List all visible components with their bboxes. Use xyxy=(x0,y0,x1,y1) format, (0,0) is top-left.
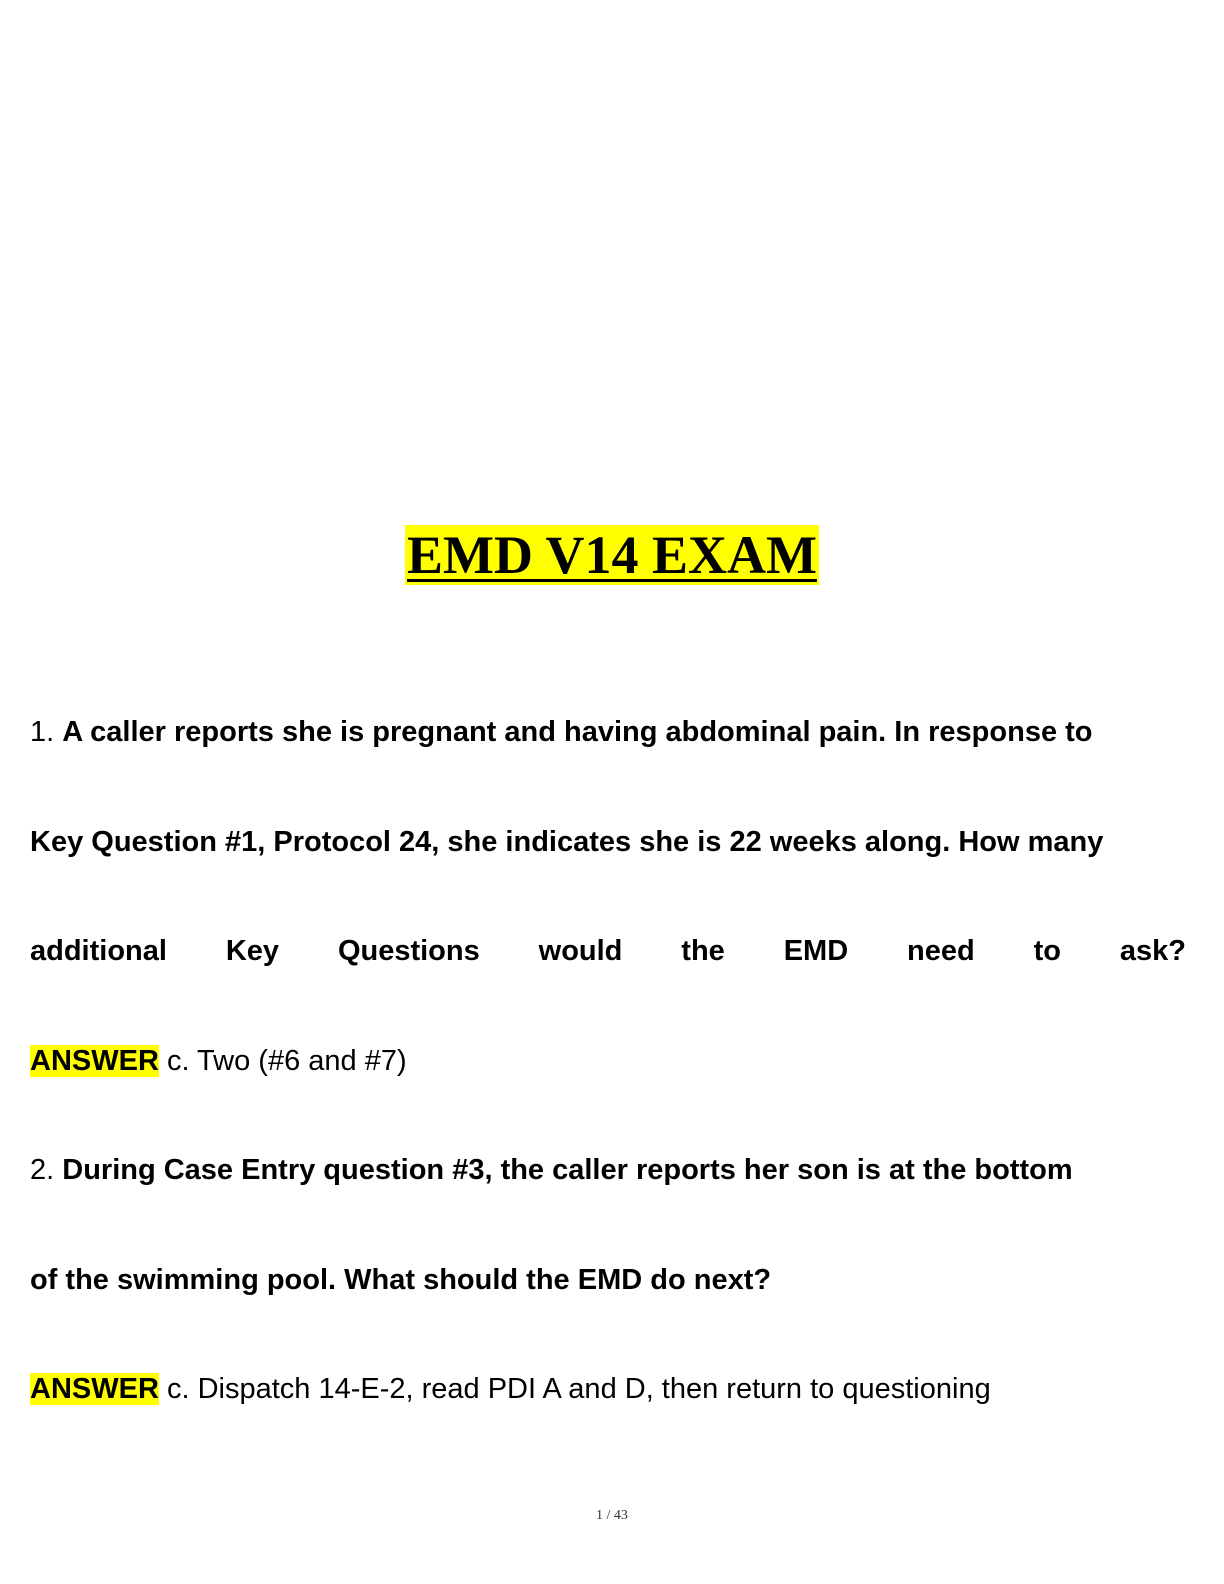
question-1-word: Questions xyxy=(337,935,480,967)
question-1-word: would xyxy=(538,935,623,967)
question-1-line-2: Key Question #1, Protocol 24, she indicates she is 22 weeks along. How many xyxy=(30,826,1104,858)
page-number: 1 / 43 xyxy=(596,1508,628,1523)
question-1-word: to xyxy=(1033,935,1061,967)
answer-label: ANSWER xyxy=(30,1045,159,1077)
question-1-word: Key xyxy=(225,935,280,967)
question-1-word: ask? xyxy=(1119,935,1186,967)
answer-text: c. Two (#6 and #7) xyxy=(166,1045,407,1077)
answer-text: c. Dispatch 14-E-2, read PDI A and D, then return to questioning xyxy=(166,1373,991,1405)
question-1-word: EMD xyxy=(783,935,849,967)
question-2-answer xyxy=(30,1369,1186,1409)
question-1-answer xyxy=(30,1041,1186,1081)
question-1-text-line-1: A caller reports she is pregnant and having abdominal pain. In response to xyxy=(62,716,1093,748)
question-1-line-1 xyxy=(30,712,1186,752)
question-2-line-2: of the swimming pool. What should the EMD do next? xyxy=(30,1264,772,1296)
question-2-line-1 xyxy=(30,1150,1186,1190)
question-1-number: 1. xyxy=(30,716,55,748)
question-2-number: 2. xyxy=(30,1154,55,1186)
answer-label: ANSWER xyxy=(30,1373,159,1405)
question-1-word: need xyxy=(907,935,975,967)
question-1-word: additional xyxy=(30,935,167,967)
exam-title xyxy=(0,520,1224,590)
question-1-word: the xyxy=(681,935,725,967)
question-1-line-3 xyxy=(30,931,1186,971)
exam-title-text: EMD V14 EXAM xyxy=(407,525,817,585)
question-2-text-line-1: During Case Entry question #3, the caller reports her son is at the bottom xyxy=(62,1154,1073,1186)
